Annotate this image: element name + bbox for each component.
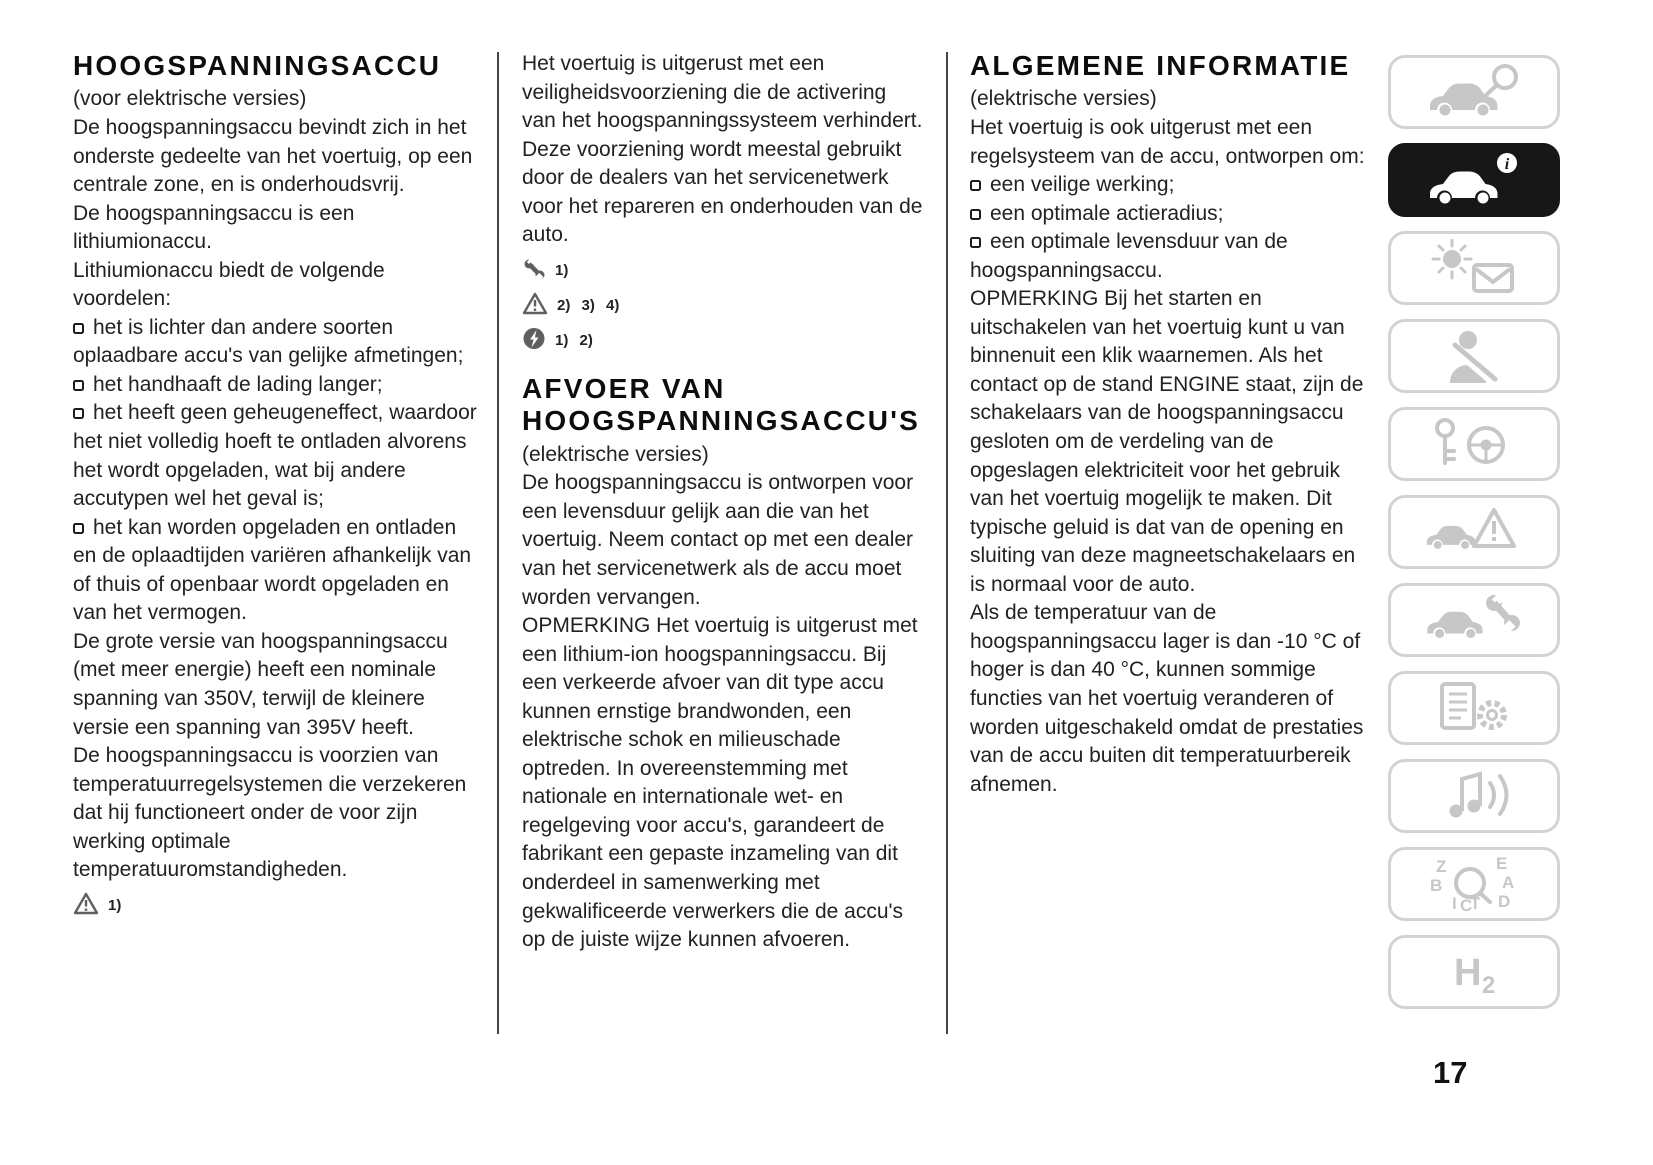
sidebar-tab-person-seatbelt[interactable] xyxy=(1388,319,1560,393)
h2-icon xyxy=(1424,943,1524,1001)
list-gear-icon xyxy=(1424,679,1524,737)
svg-text:B: B xyxy=(1430,876,1443,895)
paragraph: De hoogspanningsaccu is een lithiumionaccu. xyxy=(73,201,355,254)
column-divider xyxy=(497,52,499,1034)
note-reference-numbers: 1) xyxy=(108,897,122,915)
note-reference-numbers: 2) 3) 4) xyxy=(557,297,620,315)
paragraph: De hoogspanningsaccu is voorzien van temperatuurregelsystemen die verzekeren dat hij functioneert onder de voor zijn werking optimale temperatuuromstandigheden. xyxy=(73,744,467,882)
svg-text:D: D xyxy=(1498,892,1511,911)
bullet-square-icon xyxy=(73,323,84,334)
section-subheading: (elektrische versies) xyxy=(970,87,1157,111)
text-column-2 xyxy=(522,50,924,955)
sidebar-tab-car-warning-triangle[interactable] xyxy=(1388,495,1560,569)
bullet-item: het heeft geen geheugeneffect, waardoor het niet volledig hoeft te ontladen alvorens het wordt opgeladen, wat bij andere accutypen wel het geval is; xyxy=(73,401,477,511)
paragraph: Het voertuig is ook uitgerust met een regelsysteem van de accu, ontworpen om: xyxy=(970,116,1365,168)
note-reference xyxy=(522,327,924,355)
text-column-3 xyxy=(970,50,1375,799)
warning-triangle-icon xyxy=(73,892,99,920)
note-reference xyxy=(522,257,924,285)
bullet-square-icon xyxy=(970,180,981,191)
sidebar-tab-music-note[interactable] xyxy=(1388,759,1560,833)
svg-text:T: T xyxy=(1470,894,1481,913)
electric-hazard-icon xyxy=(522,327,546,355)
bullet-item: het kan worden opgeladen en ontladen en de oplaadtijden variëren afhankelijk van of thuis of openbaar wordt opgeladen en van het vermogen. xyxy=(73,515,472,625)
note-reference xyxy=(73,892,481,920)
bullet-item: een veilige werking; xyxy=(970,171,1375,200)
paragraph: OPMERKING Bij het starten en uitschakelen van het voertuig kunt u van binnenuit een klik waarnemen. Als het contact op de stand ENGINE staat, zijn de schakelaars van de hoogspanningsaccu gesloten om de verdeling van de opgeslagen elektriciteit voor het gebruik van het voertuig mogelijk te maken. Dit typische geluid is dat van de opening en sluiting van deze magneetschakelaars en is normaal voor de auto. xyxy=(970,287,1364,596)
note-reference-numbers: 1) xyxy=(555,262,569,280)
alphabetical-index-icon xyxy=(1424,855,1524,913)
car-info-icon xyxy=(1424,151,1524,209)
section-subheading: (voor elektrische versies) xyxy=(73,87,307,111)
svg-text:A: A xyxy=(1502,873,1515,892)
bullet-square-icon xyxy=(970,237,981,248)
sidebar-tab-key-steering[interactable] xyxy=(1388,407,1560,481)
column-divider xyxy=(946,52,948,1034)
sidebar-tab-sun-envelope[interactable] xyxy=(1388,231,1560,305)
paragraph: De hoogspanningsaccu is ontworpen voor een levensduur gelijk aan die van het voertuig. Neem contact op met een dealer van het servicenetwerk als de accu moet worden vervangen. xyxy=(522,471,914,609)
paragraph: OPMERKING Het voertuig is uitgerust met een lithium-ion hoogspanningsaccu. Bij een verkeerde afvoer van dit type accu kunnen ernstige brandwonden, een elektrische schok en milieuschade optreden. In overeenstemming met nationale en internationale wet- en regelgeving voor accu's, garandeert de fabrikant een gepaste inzameling van dit onderdeel in samenwerking met gekwalificeerde verwerkers die de accu's op de juiste wijze kunnen afvoeren. xyxy=(522,614,918,952)
svg-text:i: i xyxy=(1504,156,1510,173)
bullet-square-icon xyxy=(73,408,84,419)
paragraph: Als de temperatuur van de hoogspanningsaccu lager is dan -10 °C of hoger is dan 40 °C, kunnen sommige functies van het voertuig veranderen of worden uitgeschakeld omdat de prestaties van de accu buiten dit temperatuurbereik afnemen. xyxy=(970,601,1364,796)
paragraph: De grote versie van hoogspanningsaccu (met meer energie) heeft een nominale spanning van 350V, terwijl de kleinere versie een spanning van 395V heeft. xyxy=(73,629,448,739)
warning-triangle-icon xyxy=(522,292,548,320)
sun-envelope-icon xyxy=(1424,239,1524,297)
person-seatbelt-icon xyxy=(1424,327,1524,385)
bullet-item: een optimale levensduur van de hoogspanningsaccu. xyxy=(970,230,1288,282)
paragraph: Het voertuig is uitgerust met een veiligheidsvoorziening die de activering van het hoogspanningssysteem verhindert. Deze voorziening wordt meestal gebruikt door de dealers van het servicenetwerk voor het repareren en onderhouden van de auto. xyxy=(522,52,923,247)
paragraph: Lithiumionaccu biedt de volgende voordelen: xyxy=(73,258,385,311)
svg-text:E: E xyxy=(1496,855,1508,873)
paragraph: De hoogspanningsaccu bevindt zich in het onderste gedeelte van het voertuig, op een centrale zone, en is onderhoudsvrij. xyxy=(73,116,473,197)
car-wrench-icon xyxy=(1424,591,1524,649)
sidebar-tab-car-info[interactable] xyxy=(1388,143,1560,217)
bullet-item: het is lichter dan andere soorten oplaadbare accu's van gelijke afmetingen; xyxy=(73,315,464,368)
svg-text:I: I xyxy=(1452,894,1457,913)
car-magnifier-icon xyxy=(1424,63,1524,121)
svg-text:2: 2 xyxy=(1482,972,1496,999)
section-heading: AFVOER VAN HOOGSPANNINGSACCU'S xyxy=(522,372,920,437)
music-note-icon xyxy=(1424,767,1524,825)
car-warning-triangle-icon xyxy=(1424,503,1524,561)
sidebar-tab-car-wrench[interactable] xyxy=(1388,583,1560,657)
bullet-square-icon xyxy=(73,523,84,534)
text-column-1 xyxy=(73,50,481,923)
bullet-item: het handhaaft de lading langer; xyxy=(73,371,481,400)
section-heading: HOOGSPANNINGSACCU xyxy=(73,50,442,81)
sidebar-tab-h2[interactable] xyxy=(1388,935,1560,1009)
sidebar xyxy=(1388,55,1560,1009)
section-subheading: (elektrische versies) xyxy=(522,442,709,466)
sidebar-tab-list-gear[interactable] xyxy=(1388,671,1560,745)
key-steering-icon xyxy=(1424,415,1524,473)
bullet-square-icon xyxy=(970,209,981,220)
section-heading: ALGEMENE INFORMATIE xyxy=(970,50,1351,81)
sidebar-tab-car-magnifier[interactable] xyxy=(1388,55,1560,129)
workshop-icon xyxy=(522,257,546,285)
bullet-square-icon xyxy=(73,380,84,391)
sidebar-tab-alphabetical-index[interactable] xyxy=(1388,847,1560,921)
note-reference-numbers: 1) 2) xyxy=(555,332,593,350)
page-number: 17 xyxy=(1433,1055,1468,1090)
note-reference xyxy=(522,292,924,320)
svg-text:Z: Z xyxy=(1436,857,1447,876)
svg-text:C: C xyxy=(1460,896,1473,913)
svg-text:H: H xyxy=(1454,952,1482,994)
bullet-item: een optimale actieradius; xyxy=(970,200,1375,229)
